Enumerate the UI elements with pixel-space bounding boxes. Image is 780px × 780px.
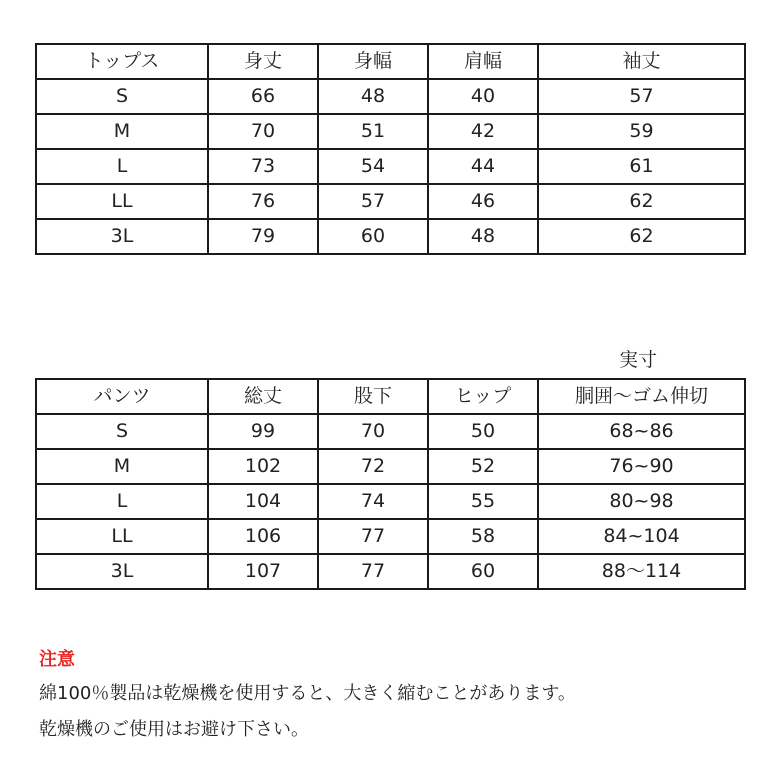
size-cell: S xyxy=(36,414,208,449)
measurement-note: 実寸 xyxy=(619,349,658,371)
table-cell: 50 xyxy=(428,414,538,449)
pants-size-table xyxy=(35,378,746,590)
header-cell: 肩幅 xyxy=(428,44,538,79)
table-row xyxy=(36,554,745,589)
size-cell: M xyxy=(36,449,208,484)
table-row xyxy=(36,414,745,449)
table-cell: 66 xyxy=(208,79,318,114)
table-cell: 72 xyxy=(318,449,428,484)
header-cell: パンツ xyxy=(36,379,208,414)
table-cell: 44 xyxy=(428,149,538,184)
size-cell: L xyxy=(36,484,208,519)
table-cell: 51 xyxy=(318,114,428,149)
size-cell: LL xyxy=(36,184,208,219)
size-cell: S xyxy=(36,79,208,114)
table-cell: 55 xyxy=(428,484,538,519)
table-cell: 42 xyxy=(428,114,538,149)
header-cell: 総丈 xyxy=(208,379,318,414)
header-cell: 身丈 xyxy=(208,44,318,79)
table-cell: 46 xyxy=(428,184,538,219)
size-cell: LL xyxy=(36,519,208,554)
table-cell: 77 xyxy=(318,554,428,589)
header-cell: 袖丈 xyxy=(538,44,745,79)
tops-size-table xyxy=(35,43,746,255)
header-cell: 股下 xyxy=(318,379,428,414)
table-cell: 77 xyxy=(318,519,428,554)
notice-title: 注意 xyxy=(39,649,75,670)
table-header-row xyxy=(36,44,745,79)
size-cell: M xyxy=(36,114,208,149)
table-row xyxy=(36,519,745,554)
table-row xyxy=(36,114,745,149)
table-cell: 57 xyxy=(318,184,428,219)
table-row xyxy=(36,79,745,114)
table-cell: 62 xyxy=(538,219,745,254)
table-cell: 70 xyxy=(318,414,428,449)
table-cell: 102 xyxy=(208,449,318,484)
table-cell: 52 xyxy=(428,449,538,484)
table-cell: 104 xyxy=(208,484,318,519)
table-cell: 79 xyxy=(208,219,318,254)
table-cell: 62 xyxy=(538,184,745,219)
table-row xyxy=(36,219,745,254)
size-cell: 3L xyxy=(36,219,208,254)
table-cell: 74 xyxy=(318,484,428,519)
table-row xyxy=(36,484,745,519)
table-cell: 68~86 xyxy=(538,414,745,449)
table-row xyxy=(36,184,745,219)
table-cell: 73 xyxy=(208,149,318,184)
table-cell: 59 xyxy=(538,114,745,149)
table-cell: 48 xyxy=(318,79,428,114)
table-cell: 60 xyxy=(318,219,428,254)
notice-text-line: 乾燥機のご使用はお避け下さい。 xyxy=(39,719,309,740)
header-cell: ヒップ xyxy=(428,379,538,414)
table-cell: 76 xyxy=(208,184,318,219)
table-cell: 48 xyxy=(428,219,538,254)
table-cell: 88〜114 xyxy=(538,554,745,589)
table-cell: 54 xyxy=(318,149,428,184)
table-cell: 107 xyxy=(208,554,318,589)
table-cell: 57 xyxy=(538,79,745,114)
table-cell: 70 xyxy=(208,114,318,149)
notice-text-line: 綿100％製品は乾燥機を使用すると、大きく縮むことがあります。 xyxy=(39,683,576,704)
table-cell: 60 xyxy=(428,554,538,589)
size-cell: L xyxy=(36,149,208,184)
header-cell: トップス xyxy=(36,44,208,79)
table-header-row xyxy=(36,379,745,414)
table-cell: 84~104 xyxy=(538,519,745,554)
table-cell: 106 xyxy=(208,519,318,554)
header-cell: 胴囲〜ゴム伸切 xyxy=(538,379,745,414)
table-row xyxy=(36,149,745,184)
size-cell: 3L xyxy=(36,554,208,589)
header-cell: 身幅 xyxy=(318,44,428,79)
table-cell: 76~90 xyxy=(538,449,745,484)
table-cell: 80~98 xyxy=(538,484,745,519)
table-cell: 58 xyxy=(428,519,538,554)
table-cell: 61 xyxy=(538,149,745,184)
table-row xyxy=(36,449,745,484)
table-cell: 99 xyxy=(208,414,318,449)
table-cell: 40 xyxy=(428,79,538,114)
